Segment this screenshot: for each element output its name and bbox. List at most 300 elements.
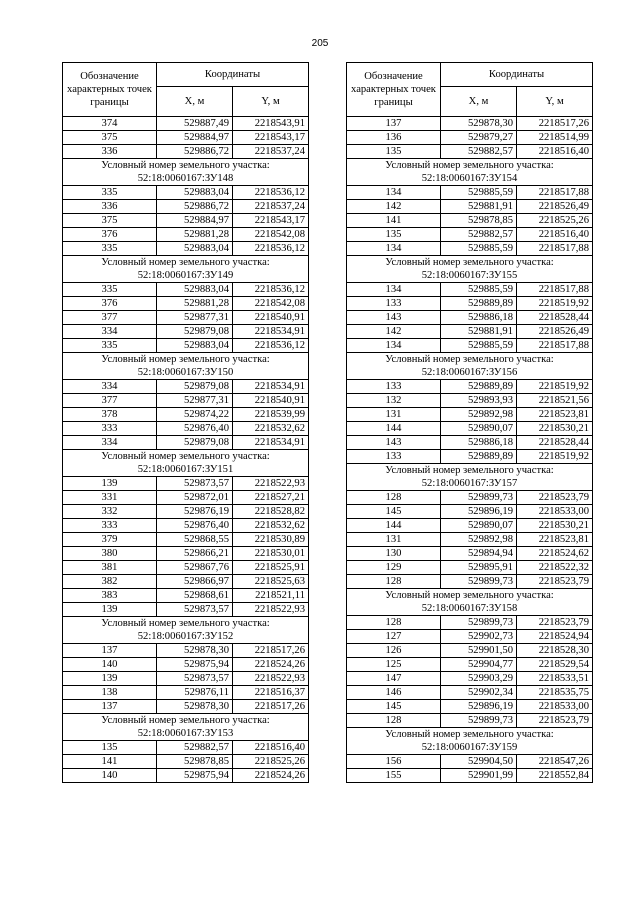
- parcel-number-label: [63, 714, 309, 741]
- table-row: [347, 686, 593, 700]
- x-coordinate-cell: 529866,97: [157, 575, 233, 589]
- table-row: [347, 242, 593, 256]
- parcel-number-label: [347, 464, 593, 491]
- table-row: [347, 450, 593, 464]
- y-coordinate-cell: 2218523,81: [517, 408, 593, 422]
- point-number-cell: 133: [347, 297, 441, 311]
- point-number-cell: 331: [63, 491, 157, 505]
- table-row: [63, 519, 309, 533]
- point-number-cell: 376: [63, 297, 157, 311]
- y-coordinate-cell: 2218524,94: [517, 630, 593, 644]
- table-row: [347, 575, 593, 589]
- y-coordinate-cell: 2218517,88: [517, 283, 593, 297]
- table-body-right: [347, 117, 593, 783]
- point-number-cell: 126: [347, 644, 441, 658]
- y-coordinate-cell: 2218517,88: [517, 339, 593, 353]
- parcel-caption: Условный номер земельного участка:: [101, 451, 270, 462]
- point-number-cell: 377: [63, 394, 157, 408]
- x-coordinate-cell: 529889,89: [441, 450, 517, 464]
- x-coordinate-cell: 529885,59: [441, 339, 517, 353]
- point-number-cell: 127: [347, 630, 441, 644]
- x-coordinate-cell: 529872,01: [157, 491, 233, 505]
- point-number-cell: 125: [347, 658, 441, 672]
- point-number-cell: 335: [63, 283, 157, 297]
- point-number-cell: 381: [63, 561, 157, 575]
- table-row: [63, 297, 309, 311]
- point-number-cell: 335: [63, 242, 157, 256]
- y-coordinate-cell: 2218530,01: [233, 547, 309, 561]
- point-number-cell: 134: [347, 339, 441, 353]
- parcel-number-label: [63, 617, 309, 644]
- parcel-section-row: [347, 464, 593, 491]
- parcel-cadastral-number: 52:18:0060167:ЗУ157: [421, 478, 518, 489]
- point-number-cell: 382: [63, 575, 157, 589]
- x-coordinate-cell: 529899,73: [441, 616, 517, 630]
- x-coordinate-cell: 529883,04: [157, 339, 233, 353]
- y-coordinate-cell: 2218519,92: [517, 380, 593, 394]
- y-coordinate-cell: 2218536,12: [233, 186, 309, 200]
- y-coordinate-cell: 2218532,62: [233, 519, 309, 533]
- point-number-cell: 375: [63, 214, 157, 228]
- parcel-number-label: [63, 450, 309, 477]
- header-x: X, м: [441, 87, 517, 117]
- x-coordinate-cell: 529895,91: [441, 561, 517, 575]
- point-number-cell: 336: [63, 145, 157, 159]
- parcel-number-label: [347, 256, 593, 283]
- x-coordinate-cell: 529894,94: [441, 547, 517, 561]
- x-coordinate-cell: 529892,98: [441, 533, 517, 547]
- point-number-cell: 138: [63, 686, 157, 700]
- table-row: [347, 408, 593, 422]
- point-number-cell: 155: [347, 769, 441, 783]
- y-coordinate-cell: 2218535,75: [517, 686, 593, 700]
- y-coordinate-cell: 2218516,40: [233, 741, 309, 755]
- table-row: [63, 325, 309, 339]
- y-coordinate-cell: 2218514,99: [517, 131, 593, 145]
- header-coordinates: Координаты: [441, 63, 593, 87]
- y-coordinate-cell: 2218530,21: [517, 519, 593, 533]
- table-row: [347, 658, 593, 672]
- point-number-cell: 335: [63, 186, 157, 200]
- parcel-cadastral-number: 52:18:0060167:ЗУ156: [421, 367, 518, 378]
- x-coordinate-cell: 529868,61: [157, 589, 233, 603]
- point-number-cell: 376: [63, 228, 157, 242]
- y-coordinate-cell: 2218528,82: [233, 505, 309, 519]
- y-coordinate-cell: 2218525,26: [233, 755, 309, 769]
- point-number-cell: 147: [347, 672, 441, 686]
- x-coordinate-cell: 529883,04: [157, 186, 233, 200]
- table-row: [347, 547, 593, 561]
- point-number-cell: 134: [347, 283, 441, 297]
- table-row: [347, 214, 593, 228]
- x-coordinate-cell: 529885,59: [441, 242, 517, 256]
- point-number-cell: 139: [63, 603, 157, 617]
- table-row: [63, 436, 309, 450]
- x-coordinate-cell: 529873,57: [157, 603, 233, 617]
- x-coordinate-cell: 529879,08: [157, 325, 233, 339]
- x-coordinate-cell: 529876,40: [157, 422, 233, 436]
- y-coordinate-cell: 2218517,88: [517, 242, 593, 256]
- x-coordinate-cell: 529901,50: [441, 644, 517, 658]
- parcel-number-label: [347, 159, 593, 186]
- parcel-cadastral-number: 52:18:0060167:ЗУ159: [421, 742, 518, 753]
- x-coordinate-cell: 529893,93: [441, 394, 517, 408]
- point-number-cell: 132: [347, 394, 441, 408]
- table-row: [63, 533, 309, 547]
- parcel-section-row: [347, 589, 593, 616]
- x-coordinate-cell: 529896,19: [441, 505, 517, 519]
- y-coordinate-cell: 2218543,17: [233, 131, 309, 145]
- x-coordinate-cell: 529892,98: [441, 408, 517, 422]
- table-row: [347, 700, 593, 714]
- point-number-cell: 141: [347, 214, 441, 228]
- y-coordinate-cell: 2218521,11: [233, 589, 309, 603]
- parcel-section-row: [63, 256, 309, 283]
- table-row: [63, 658, 309, 672]
- x-coordinate-cell: 529899,73: [441, 491, 517, 505]
- x-coordinate-cell: 529889,89: [441, 380, 517, 394]
- x-coordinate-cell: 529884,97: [157, 214, 233, 228]
- table-row: [63, 339, 309, 353]
- parcel-caption: Условный номер земельного участка:: [101, 715, 270, 726]
- point-number-cell: 140: [63, 769, 157, 783]
- x-coordinate-cell: 529878,30: [441, 117, 517, 131]
- table-row: [63, 700, 309, 714]
- parcel-cadastral-number: 52:18:0060167:ЗУ151: [137, 464, 234, 475]
- y-coordinate-cell: 2218517,26: [517, 117, 593, 131]
- x-coordinate-cell: 529866,21: [157, 547, 233, 561]
- parcel-section-row: [347, 353, 593, 380]
- parcel-section-row: [63, 714, 309, 741]
- y-coordinate-cell: 2218522,93: [233, 603, 309, 617]
- y-coordinate-cell: 2218523,79: [517, 491, 593, 505]
- x-coordinate-cell: 529874,22: [157, 408, 233, 422]
- x-coordinate-cell: 529876,40: [157, 519, 233, 533]
- point-number-cell: 144: [347, 422, 441, 436]
- point-number-cell: 145: [347, 505, 441, 519]
- x-coordinate-cell: 529890,07: [441, 519, 517, 533]
- parcel-number-label: [347, 728, 593, 755]
- x-coordinate-cell: 529884,97: [157, 131, 233, 145]
- table-row: [63, 242, 309, 256]
- table-row: [63, 477, 309, 491]
- y-coordinate-cell: 2218540,91: [233, 394, 309, 408]
- point-number-cell: 139: [63, 477, 157, 491]
- parcel-number-label: [347, 589, 593, 616]
- table-row: [63, 228, 309, 242]
- point-number-cell: 137: [63, 700, 157, 714]
- x-coordinate-cell: 529899,73: [441, 714, 517, 728]
- table-row: [347, 380, 593, 394]
- y-coordinate-cell: 2218517,26: [233, 644, 309, 658]
- x-coordinate-cell: 529878,30: [157, 700, 233, 714]
- y-coordinate-cell: 2218533,00: [517, 505, 593, 519]
- table-row: [347, 616, 593, 630]
- y-coordinate-cell: 2218534,91: [233, 380, 309, 394]
- x-coordinate-cell: 529881,91: [441, 200, 517, 214]
- table-row: [63, 561, 309, 575]
- parcel-section-row: [63, 159, 309, 186]
- x-coordinate-cell: 529878,85: [157, 755, 233, 769]
- table-row: [63, 575, 309, 589]
- table-row: [63, 672, 309, 686]
- parcel-cadastral-number: 52:18:0060167:ЗУ150: [137, 367, 234, 378]
- point-number-cell: 374: [63, 117, 157, 131]
- table-row: [347, 394, 593, 408]
- x-coordinate-cell: 529875,94: [157, 769, 233, 783]
- parcel-caption: Условный номер земельного участка:: [101, 257, 270, 268]
- table-row: [347, 769, 593, 783]
- y-coordinate-cell: 2218517,26: [233, 700, 309, 714]
- table-row: [347, 533, 593, 547]
- point-number-cell: 130: [347, 547, 441, 561]
- parcel-caption: Условный номер земельного участка:: [101, 160, 270, 171]
- point-number-cell: 333: [63, 519, 157, 533]
- coordinates-table-right: [346, 62, 593, 783]
- parcel-section-row: [347, 728, 593, 755]
- y-coordinate-cell: 2218516,40: [517, 145, 593, 159]
- table-row: [347, 644, 593, 658]
- x-coordinate-cell: 529878,30: [157, 644, 233, 658]
- point-number-cell: 133: [347, 450, 441, 464]
- parcel-caption: Условный номер земельного участка:: [101, 618, 270, 629]
- table-body-left: [63, 117, 309, 783]
- x-coordinate-cell: 529875,94: [157, 658, 233, 672]
- x-coordinate-cell: 529886,72: [157, 145, 233, 159]
- point-number-cell: 128: [347, 616, 441, 630]
- y-coordinate-cell: 2218532,62: [233, 422, 309, 436]
- header-point-label: Обозначение характерных точек границы: [347, 63, 441, 117]
- table-row: [347, 200, 593, 214]
- x-coordinate-cell: 529881,28: [157, 228, 233, 242]
- y-coordinate-cell: 2218516,37: [233, 686, 309, 700]
- point-number-cell: 380: [63, 547, 157, 561]
- x-coordinate-cell: 529886,18: [441, 436, 517, 450]
- point-number-cell: 129: [347, 561, 441, 575]
- table-row: [63, 131, 309, 145]
- point-number-cell: 135: [347, 228, 441, 242]
- y-coordinate-cell: 2218523,79: [517, 714, 593, 728]
- table-row: [63, 644, 309, 658]
- y-coordinate-cell: 2218521,56: [517, 394, 593, 408]
- point-number-cell: 379: [63, 533, 157, 547]
- point-number-cell: 131: [347, 408, 441, 422]
- table-row: [347, 436, 593, 450]
- y-coordinate-cell: 2218517,88: [517, 186, 593, 200]
- table-row: [63, 214, 309, 228]
- coordinates-table-left: [62, 62, 309, 783]
- x-coordinate-cell: 529889,89: [441, 297, 517, 311]
- y-coordinate-cell: 2218526,49: [517, 325, 593, 339]
- table-row: [63, 380, 309, 394]
- x-coordinate-cell: 529885,59: [441, 283, 517, 297]
- y-coordinate-cell: 2218530,89: [233, 533, 309, 547]
- parcel-number-label: [63, 256, 309, 283]
- point-number-cell: 383: [63, 589, 157, 603]
- y-coordinate-cell: 2218542,08: [233, 297, 309, 311]
- x-coordinate-cell: 529882,57: [441, 228, 517, 242]
- point-number-cell: 145: [347, 700, 441, 714]
- table-row: [63, 686, 309, 700]
- point-number-cell: 334: [63, 380, 157, 394]
- point-number-cell: 375: [63, 131, 157, 145]
- page-number: 205: [311, 38, 329, 49]
- table-row: [347, 505, 593, 519]
- y-coordinate-cell: 2218536,12: [233, 339, 309, 353]
- y-coordinate-cell: 2218523,81: [517, 533, 593, 547]
- y-coordinate-cell: 2218529,54: [517, 658, 593, 672]
- parcel-caption: Условный номер земельного участка:: [385, 729, 554, 740]
- y-coordinate-cell: 2218534,91: [233, 436, 309, 450]
- table-row: [63, 603, 309, 617]
- header-y: Y, м: [233, 87, 309, 117]
- y-coordinate-cell: 2218528,44: [517, 436, 593, 450]
- point-number-cell: 143: [347, 311, 441, 325]
- x-coordinate-cell: 529876,19: [157, 505, 233, 519]
- x-coordinate-cell: 529902,73: [441, 630, 517, 644]
- parcel-caption: Условный номер земельного участка:: [385, 465, 554, 476]
- y-coordinate-cell: 2218522,93: [233, 477, 309, 491]
- point-number-cell: 137: [63, 644, 157, 658]
- x-coordinate-cell: 529867,76: [157, 561, 233, 575]
- header-coordinates: Координаты: [157, 63, 309, 87]
- header-x: X, м: [157, 87, 233, 117]
- x-coordinate-cell: 529877,31: [157, 394, 233, 408]
- x-coordinate-cell: 529882,57: [441, 145, 517, 159]
- x-coordinate-cell: 529883,04: [157, 242, 233, 256]
- y-coordinate-cell: 2218536,12: [233, 283, 309, 297]
- point-number-cell: 128: [347, 575, 441, 589]
- y-coordinate-cell: 2218525,63: [233, 575, 309, 589]
- point-number-cell: 334: [63, 325, 157, 339]
- table-row: [63, 117, 309, 131]
- y-coordinate-cell: 2218543,17: [233, 214, 309, 228]
- table-row: [63, 505, 309, 519]
- table-row: [63, 408, 309, 422]
- y-coordinate-cell: 2218533,51: [517, 672, 593, 686]
- point-number-cell: 135: [347, 145, 441, 159]
- table-row: [347, 311, 593, 325]
- x-coordinate-cell: 529896,19: [441, 700, 517, 714]
- point-number-cell: 332: [63, 505, 157, 519]
- y-coordinate-cell: 2218533,00: [517, 700, 593, 714]
- table-row: [347, 228, 593, 242]
- y-coordinate-cell: 2218524,26: [233, 658, 309, 672]
- table-row: [63, 283, 309, 297]
- point-number-cell: 156: [347, 755, 441, 769]
- x-coordinate-cell: 529904,50: [441, 755, 517, 769]
- y-coordinate-cell: 2218530,21: [517, 422, 593, 436]
- table-row: [347, 186, 593, 200]
- parcel-section-row: [347, 256, 593, 283]
- parcel-caption: Условный номер земельного участка:: [101, 354, 270, 365]
- table-row: [347, 714, 593, 728]
- point-number-cell: 333: [63, 422, 157, 436]
- point-number-cell: 334: [63, 436, 157, 450]
- table-row: [347, 491, 593, 505]
- point-number-cell: 141: [63, 755, 157, 769]
- table-row: [63, 394, 309, 408]
- parcel-section-row: [63, 353, 309, 380]
- point-number-cell: 335: [63, 339, 157, 353]
- parcel-caption: Условный номер земельного участка:: [385, 160, 554, 171]
- x-coordinate-cell: 529890,07: [441, 422, 517, 436]
- parcel-caption: Условный номер земельного участка:: [385, 590, 554, 601]
- parcel-cadastral-number: 52:18:0060167:ЗУ158: [421, 603, 518, 614]
- y-coordinate-cell: 2218534,91: [233, 325, 309, 339]
- x-coordinate-cell: 529877,31: [157, 311, 233, 325]
- parcel-number-label: [347, 353, 593, 380]
- point-number-cell: 128: [347, 491, 441, 505]
- y-coordinate-cell: 2218516,40: [517, 228, 593, 242]
- x-coordinate-cell: 529904,77: [441, 658, 517, 672]
- x-coordinate-cell: 529882,57: [157, 741, 233, 755]
- table-row: [63, 547, 309, 561]
- point-number-cell: 134: [347, 186, 441, 200]
- table-row: [63, 422, 309, 436]
- y-coordinate-cell: 2218523,79: [517, 575, 593, 589]
- y-coordinate-cell: 2218542,08: [233, 228, 309, 242]
- table-row: [63, 200, 309, 214]
- y-coordinate-cell: 2218547,26: [517, 755, 593, 769]
- point-number-cell: 135: [63, 741, 157, 755]
- x-coordinate-cell: 529902,34: [441, 686, 517, 700]
- y-coordinate-cell: 2218552,84: [517, 769, 593, 783]
- point-number-cell: 136: [347, 131, 441, 145]
- x-coordinate-cell: 529878,85: [441, 214, 517, 228]
- table-row: [347, 117, 593, 131]
- table-row: [347, 755, 593, 769]
- point-number-cell: 377: [63, 311, 157, 325]
- x-coordinate-cell: 529883,04: [157, 283, 233, 297]
- point-number-cell: 142: [347, 200, 441, 214]
- parcel-number-label: [63, 159, 309, 186]
- point-number-cell: 336: [63, 200, 157, 214]
- point-number-cell: 143: [347, 436, 441, 450]
- parcel-section-row: [63, 617, 309, 644]
- x-coordinate-cell: 529899,73: [441, 575, 517, 589]
- y-coordinate-cell: 2218527,21: [233, 491, 309, 505]
- point-number-cell: 378: [63, 408, 157, 422]
- table-row: [347, 297, 593, 311]
- table-row: [63, 491, 309, 505]
- parcel-cadastral-number: 52:18:0060167:ЗУ149: [137, 270, 234, 281]
- y-coordinate-cell: 2218519,92: [517, 450, 593, 464]
- x-coordinate-cell: 529881,28: [157, 297, 233, 311]
- parcel-cadastral-number: 52:18:0060167:ЗУ148: [137, 173, 234, 184]
- parcel-cadastral-number: 52:18:0060167:ЗУ153: [137, 728, 234, 739]
- x-coordinate-cell: 529886,18: [441, 311, 517, 325]
- point-number-cell: 142: [347, 325, 441, 339]
- table-row: [63, 145, 309, 159]
- table-row: [347, 325, 593, 339]
- y-coordinate-cell: 2218526,49: [517, 200, 593, 214]
- table-row: [63, 311, 309, 325]
- parcel-caption: Условный номер земельного участка:: [385, 257, 554, 268]
- x-coordinate-cell: 529881,91: [441, 325, 517, 339]
- table-row: [347, 422, 593, 436]
- point-number-cell: 139: [63, 672, 157, 686]
- table-row: [63, 589, 309, 603]
- y-coordinate-cell: 2218525,26: [517, 214, 593, 228]
- parcel-section-row: [347, 159, 593, 186]
- y-coordinate-cell: 2218528,30: [517, 644, 593, 658]
- point-number-cell: 144: [347, 519, 441, 533]
- point-number-cell: 133: [347, 380, 441, 394]
- table-row: [347, 672, 593, 686]
- y-coordinate-cell: 2218537,24: [233, 145, 309, 159]
- table-row: [63, 755, 309, 769]
